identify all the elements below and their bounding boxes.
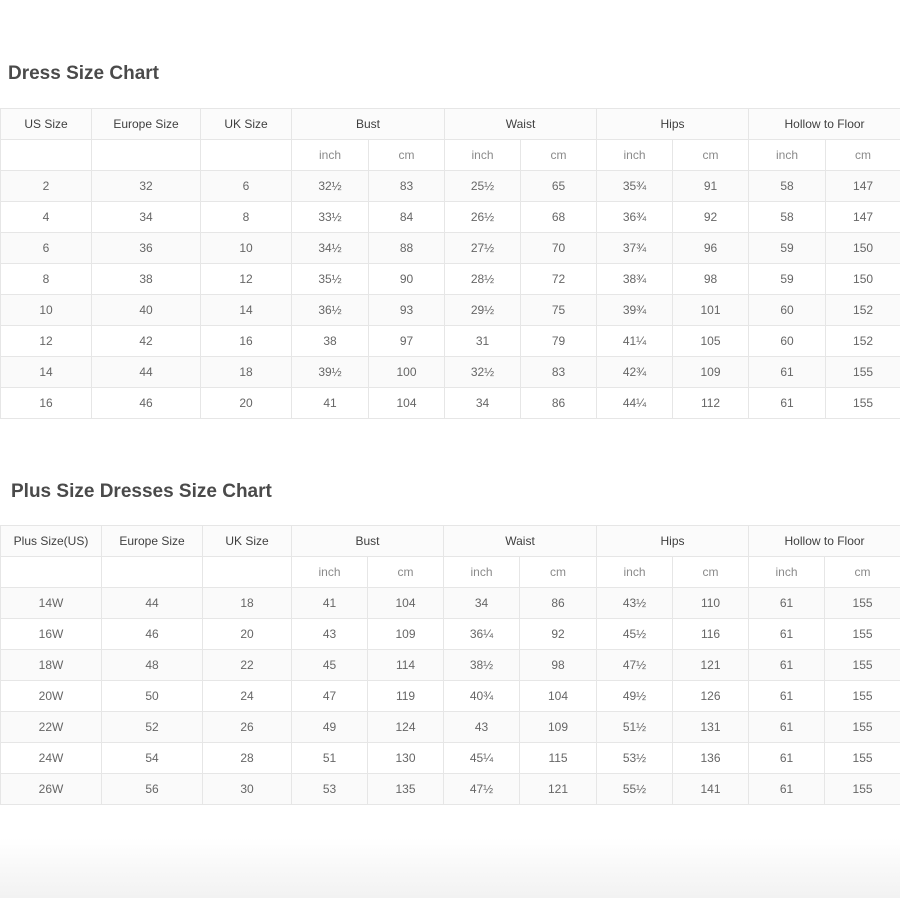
table-row — [1, 774, 900, 805]
table-cell: 54 — [102, 743, 203, 774]
table-row — [1, 202, 900, 233]
table-cell: 28 — [203, 743, 292, 774]
header-waist: Waist — [445, 109, 597, 140]
table-cell: 72 — [521, 264, 597, 295]
table-cell: 61 — [749, 357, 826, 388]
table-cell: 109 — [520, 712, 597, 743]
table-cell: 38 — [292, 326, 369, 357]
table-row — [1, 681, 900, 712]
table-cell: 33½ — [292, 202, 369, 233]
header-uk-size: UK Size — [201, 109, 292, 140]
table-row — [1, 233, 900, 264]
table-cell: 38½ — [444, 650, 520, 681]
table-cell: 121 — [673, 650, 749, 681]
table-cell: 29½ — [445, 295, 521, 326]
table-cell: 46 — [102, 619, 203, 650]
table-cell: 18 — [203, 588, 292, 619]
table-cell: 83 — [369, 171, 445, 202]
table-cell: 92 — [673, 202, 749, 233]
table-cell: 45¼ — [444, 743, 520, 774]
table-row — [1, 264, 900, 295]
table-cell: 52 — [102, 712, 203, 743]
table-cell: 28½ — [445, 264, 521, 295]
table-cell: 12 — [201, 264, 292, 295]
unit-hollow-cm: cm — [826, 140, 900, 171]
table-cell: 155 — [825, 712, 900, 743]
unit-bust-inch: inch — [292, 557, 368, 588]
unit-bust-cm: cm — [369, 140, 445, 171]
table-cell: 152 — [826, 326, 900, 357]
table-cell: 155 — [825, 681, 900, 712]
table-cell: 8 — [201, 202, 292, 233]
unit-waist-inch: inch — [444, 557, 520, 588]
table-cell: 16 — [1, 388, 92, 419]
table-row — [1, 171, 900, 202]
table-cell: 47 — [292, 681, 368, 712]
header-hollow-to-floor: Hollow to Floor — [749, 526, 900, 557]
table-cell: 115 — [520, 743, 597, 774]
unit-bust-inch: inch — [292, 140, 369, 171]
table-cell: 68 — [521, 202, 597, 233]
table-cell: 104 — [520, 681, 597, 712]
header-bust: Bust — [292, 109, 445, 140]
table-cell: 58 — [749, 171, 826, 202]
unit-waist-cm: cm — [520, 557, 597, 588]
unit-hollow-inch: inch — [749, 140, 826, 171]
table-cell: 109 — [368, 619, 444, 650]
table-cell: 61 — [749, 650, 825, 681]
table-cell: 20W — [1, 681, 102, 712]
table-cell: 41 — [292, 588, 368, 619]
table-cell: 116 — [673, 619, 749, 650]
table-cell: 31 — [445, 326, 521, 357]
table-cell: 91 — [673, 171, 749, 202]
header-waist: Waist — [444, 526, 597, 557]
table-row — [1, 619, 900, 650]
table-cell: 155 — [825, 743, 900, 774]
table-cell: 61 — [749, 588, 825, 619]
table-cell: 44¼ — [597, 388, 673, 419]
table-row — [1, 295, 900, 326]
table-cell: 36 — [92, 233, 201, 264]
table-cell: 2 — [1, 171, 92, 202]
table-cell: 18 — [201, 357, 292, 388]
table-cell: 141 — [673, 774, 749, 805]
dress-size-chart-title: Dress Size Chart — [8, 63, 160, 84]
table-cell: 8 — [1, 264, 92, 295]
table-cell: 6 — [201, 171, 292, 202]
table-cell: 104 — [368, 588, 444, 619]
table-cell: 40 — [92, 295, 201, 326]
table-cell: 50 — [102, 681, 203, 712]
table-cell: 32½ — [445, 357, 521, 388]
table-cell: 22 — [203, 650, 292, 681]
table-cell: 34½ — [292, 233, 369, 264]
table-cell: 45 — [292, 650, 368, 681]
table-cell: 43 — [292, 619, 368, 650]
table-cell: 51 — [292, 743, 368, 774]
table-cell: 14W — [1, 588, 102, 619]
table-cell: 155 — [825, 650, 900, 681]
table-cell: 155 — [825, 588, 900, 619]
table-cell: 51½ — [597, 712, 673, 743]
table-cell: 98 — [673, 264, 749, 295]
table-cell: 42¾ — [597, 357, 673, 388]
table-cell: 49½ — [597, 681, 673, 712]
table-cell: 39¾ — [597, 295, 673, 326]
table-cell: 26 — [203, 712, 292, 743]
unit-cell-empty — [102, 557, 203, 588]
table-cell: 60 — [749, 326, 826, 357]
header-uk-size: UK Size — [203, 526, 292, 557]
table-cell: 46 — [92, 388, 201, 419]
table-cell: 147 — [826, 202, 900, 233]
table-cell: 93 — [369, 295, 445, 326]
table-cell: 40¾ — [444, 681, 520, 712]
table-cell: 114 — [368, 650, 444, 681]
plus-size-table — [0, 525, 900, 805]
table-cell: 16W — [1, 619, 102, 650]
unit-cell-empty — [92, 140, 201, 171]
table-cell: 130 — [368, 743, 444, 774]
table-cell: 97 — [369, 326, 445, 357]
header-bust: Bust — [292, 526, 444, 557]
header-us-size: US Size — [1, 109, 92, 140]
table-cell: 61 — [749, 388, 826, 419]
table-cell: 100 — [369, 357, 445, 388]
header-hips: Hips — [597, 109, 749, 140]
unit-hips-cm: cm — [673, 557, 749, 588]
table-cell: 92 — [520, 619, 597, 650]
table-cell: 150 — [826, 233, 900, 264]
table-cell: 55½ — [597, 774, 673, 805]
table-cell: 86 — [521, 388, 597, 419]
table-row — [1, 743, 900, 774]
table-cell: 61 — [749, 619, 825, 650]
table-cell: 26W — [1, 774, 102, 805]
table-cell: 136 — [673, 743, 749, 774]
table-cell: 150 — [826, 264, 900, 295]
table-cell: 34 — [445, 388, 521, 419]
unit-cell-empty — [1, 557, 102, 588]
table-cell: 37¾ — [597, 233, 673, 264]
bottom-shadow — [0, 838, 900, 898]
table-cell: 75 — [521, 295, 597, 326]
table-cell: 152 — [826, 295, 900, 326]
table-row — [1, 712, 900, 743]
table-cell: 121 — [520, 774, 597, 805]
table-cell: 53 — [292, 774, 368, 805]
unit-hollow-inch: inch — [749, 557, 825, 588]
table-cell: 61 — [749, 743, 825, 774]
plus-size-chart-title: Plus Size Dresses Size Chart — [11, 481, 272, 502]
table-cell: 70 — [521, 233, 597, 264]
table-cell: 101 — [673, 295, 749, 326]
table-cell: 119 — [368, 681, 444, 712]
table-cell: 42 — [92, 326, 201, 357]
header-europe-size: Europe Size — [102, 526, 203, 557]
table-cell: 14 — [1, 357, 92, 388]
table-cell: 135 — [368, 774, 444, 805]
table-cell: 56 — [102, 774, 203, 805]
table-cell: 126 — [673, 681, 749, 712]
table-cell: 65 — [521, 171, 597, 202]
unit-hips-cm: cm — [673, 140, 749, 171]
unit-hips-inch: inch — [597, 140, 673, 171]
table-cell: 14 — [201, 295, 292, 326]
table-cell: 41 — [292, 388, 369, 419]
table-cell: 48 — [102, 650, 203, 681]
unit-bust-cm: cm — [368, 557, 444, 588]
table-cell: 30 — [203, 774, 292, 805]
table-cell: 36½ — [292, 295, 369, 326]
table-cell: 24W — [1, 743, 102, 774]
table-cell: 147 — [826, 171, 900, 202]
dress-size-table — [0, 108, 900, 419]
table-cell: 88 — [369, 233, 445, 264]
table-cell: 47½ — [597, 650, 673, 681]
table-cell: 49 — [292, 712, 368, 743]
table-cell: 155 — [826, 357, 900, 388]
header-europe-size: Europe Size — [92, 109, 201, 140]
table-cell: 10 — [1, 295, 92, 326]
table-cell: 86 — [520, 588, 597, 619]
table-cell: 43½ — [597, 588, 673, 619]
table-cell: 124 — [368, 712, 444, 743]
table-cell: 38 — [92, 264, 201, 295]
table-row — [1, 357, 900, 388]
table-cell: 45½ — [597, 619, 673, 650]
table-cell: 4 — [1, 202, 92, 233]
table-cell: 53½ — [597, 743, 673, 774]
table-cell: 59 — [749, 233, 826, 264]
table-cell: 39½ — [292, 357, 369, 388]
table-cell: 58 — [749, 202, 826, 233]
table-row — [1, 388, 900, 419]
table-cell: 12 — [1, 326, 92, 357]
table-cell: 96 — [673, 233, 749, 264]
table-cell: 32 — [92, 171, 201, 202]
unit-cell-empty — [201, 140, 292, 171]
table-cell: 32½ — [292, 171, 369, 202]
table-cell: 60 — [749, 295, 826, 326]
table-cell: 105 — [673, 326, 749, 357]
table-cell: 22W — [1, 712, 102, 743]
table-cell: 25½ — [445, 171, 521, 202]
table-cell: 34 — [444, 588, 520, 619]
table-cell: 35¾ — [597, 171, 673, 202]
table-cell: 27½ — [445, 233, 521, 264]
table-row — [1, 650, 900, 681]
table-cell: 104 — [369, 388, 445, 419]
table-cell: 61 — [749, 681, 825, 712]
table-cell: 20 — [201, 388, 292, 419]
table-cell: 10 — [201, 233, 292, 264]
header-plus-size-us: Plus Size(US) — [1, 526, 102, 557]
table-cell: 61 — [749, 774, 825, 805]
table-cell: 44 — [102, 588, 203, 619]
table-cell: 83 — [521, 357, 597, 388]
table-cell: 6 — [1, 233, 92, 264]
table-cell: 90 — [369, 264, 445, 295]
table-cell: 16 — [201, 326, 292, 357]
header-hollow-to-floor: Hollow to Floor — [749, 109, 900, 140]
table-cell: 98 — [520, 650, 597, 681]
table-cell: 38¾ — [597, 264, 673, 295]
table-cell: 34 — [92, 202, 201, 233]
table-cell: 36¼ — [444, 619, 520, 650]
table-cell: 36¾ — [597, 202, 673, 233]
table-cell: 155 — [825, 619, 900, 650]
table-cell: 47½ — [444, 774, 520, 805]
table-cell: 41¼ — [597, 326, 673, 357]
table-cell: 109 — [673, 357, 749, 388]
table-cell: 112 — [673, 388, 749, 419]
table-cell: 59 — [749, 264, 826, 295]
dress-size-rows — [1, 171, 900, 419]
table-row — [1, 326, 900, 357]
unit-hollow-cm: cm — [825, 557, 900, 588]
table-cell: 18W — [1, 650, 102, 681]
table-cell: 79 — [521, 326, 597, 357]
table-cell: 131 — [673, 712, 749, 743]
table-cell: 61 — [749, 712, 825, 743]
header-hips: Hips — [597, 526, 749, 557]
unit-waist-cm: cm — [521, 140, 597, 171]
unit-cell-empty — [203, 557, 292, 588]
table-cell: 155 — [825, 774, 900, 805]
table-cell: 110 — [673, 588, 749, 619]
table-cell: 84 — [369, 202, 445, 233]
unit-waist-inch: inch — [445, 140, 521, 171]
plus-size-rows — [1, 588, 900, 805]
unit-hips-inch: inch — [597, 557, 673, 588]
table-cell: 26½ — [445, 202, 521, 233]
table-cell: 43 — [444, 712, 520, 743]
table-row — [1, 588, 900, 619]
table-cell: 24 — [203, 681, 292, 712]
table-cell: 155 — [826, 388, 900, 419]
unit-cell-empty — [1, 140, 92, 171]
table-cell: 35½ — [292, 264, 369, 295]
table-cell: 20 — [203, 619, 292, 650]
table-cell: 44 — [92, 357, 201, 388]
